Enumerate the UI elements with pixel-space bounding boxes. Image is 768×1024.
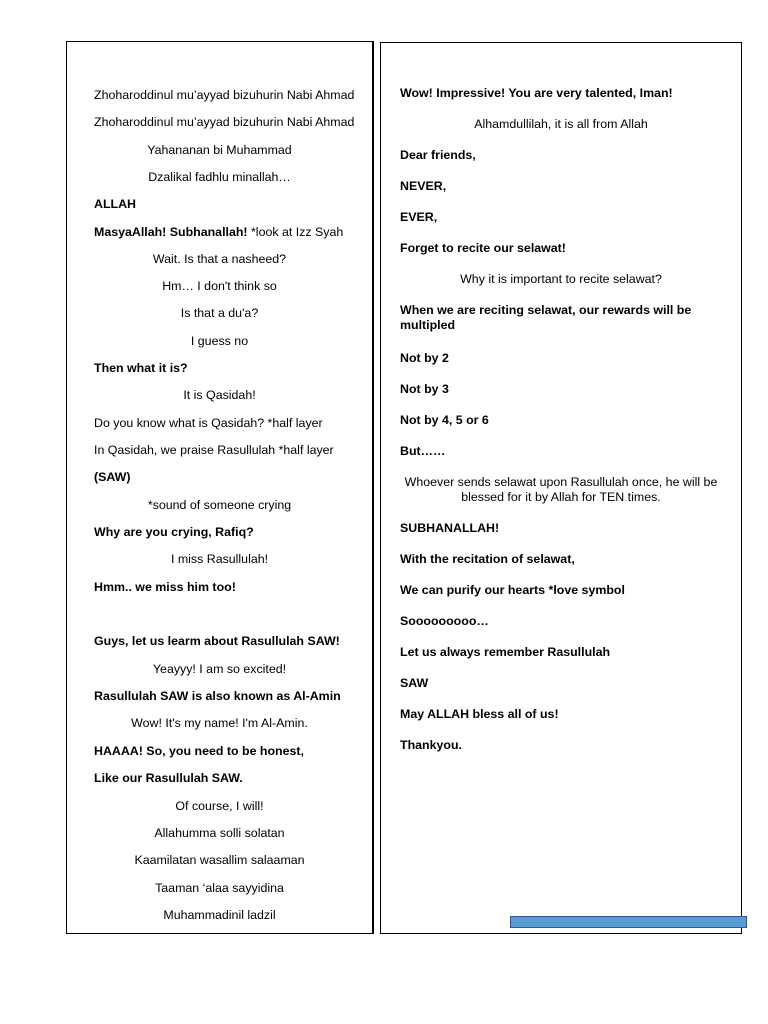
line-14: In Qasidah, we praise Rasullulah *half layer (94, 443, 334, 457)
line-6-bold: MasyaAllah! Subhanallah! (94, 225, 248, 239)
r-line-19: SAW (400, 676, 429, 690)
left-script-panel (66, 41, 374, 934)
line-24: HAAAA! So, you need to be honest, (94, 744, 304, 758)
line-13: Do you know what is Qasidah? *half layer (94, 416, 323, 430)
line-17: Why are you crying, Rafiq? (94, 525, 254, 539)
line-9: Is that a du'a? (180, 306, 259, 320)
line-6 (94, 225, 343, 240)
line-7: Wait. Is that a nasheed? (152, 252, 287, 266)
line-5: ALLAH (94, 197, 136, 211)
line-25: Like our Rasullulah SAW. (94, 771, 243, 785)
r-line-14: SUBHANALLAH! (400, 521, 500, 535)
line-28: Kaamilatan wasallim salaaman (134, 853, 305, 867)
r-line-10: Not by 3 (400, 382, 449, 396)
r-line-5: EVER, (400, 210, 438, 224)
decorative-blue-bar (510, 916, 747, 928)
r-line-21: Thankyou. (400, 738, 462, 752)
line-16: *sound of someone crying (147, 498, 292, 512)
r-line-2: Alhamdullilah, it is all from Allah (474, 117, 648, 131)
line-12: It is Qasidah! (183, 388, 256, 402)
line-21: Yeayyy! I am so excited! (152, 662, 287, 676)
line-22: Rasullulah SAW is also known as Al-Amin (94, 689, 341, 703)
line-15: (SAW) (94, 470, 131, 484)
line-26: Of course, I will! (175, 799, 264, 813)
line-6-note: *look at Izz Syah (247, 225, 344, 239)
line-23: Wow! It's my name! I'm Al-Amin. (131, 716, 308, 730)
r-line-9: Not by 2 (400, 351, 449, 365)
line-2: Zhoharoddinul mu’ayyad bizuhurin Nabi Ahmad (94, 115, 355, 129)
right-script-panel (380, 42, 742, 934)
line-29: Taaman ‘alaa sayyidina (155, 881, 284, 895)
r-line-16: We can purify our hearts *love symbol (400, 583, 625, 597)
line-8: Hm… I don't think so (162, 279, 277, 293)
r-line-6: Forget to recite our selawat! (400, 241, 566, 255)
r-line-20: May ALLAH bless all of us! (400, 707, 559, 721)
line-1: Zhoharoddinul mu’ayyad bizuhurin Nabi Ahmad (94, 88, 355, 102)
r-line-4: NEVER, (400, 179, 447, 193)
line-30: Muhammadinil ladzil (163, 908, 276, 922)
r-line-17: Sooooooooo… (400, 614, 489, 628)
r-line-13: Whoever sends selawat upon Rasullulah once, he will be blessed for it by Allah for TEN times. (404, 475, 718, 504)
line-3: Yahananan bi Muhammad (147, 143, 292, 157)
r-line-12: But…… (400, 444, 446, 458)
r-line-1: Wow! Impressive! You are very talented, Iman! (400, 86, 673, 100)
r-line-15: With the recitation of selawat, (400, 552, 575, 566)
line-19: Hmm.. we miss him too! (94, 580, 236, 594)
line-27: Allahumma solli solatan (154, 826, 285, 840)
r-line-18: Let us always remember Rasullulah (400, 645, 611, 659)
line-18: I miss Rasullulah! (170, 552, 269, 566)
line-4: Dzalikal fadhlu minallah… (148, 170, 291, 184)
r-line-11: Not by 4, 5 or 6 (400, 413, 489, 427)
r-line-8: When we are reciting selawat, our rewards will be multipled (400, 303, 692, 332)
line-20: Guys, let us learm about Rasullulah SAW! (94, 634, 340, 648)
r-line-3: Dear friends, (400, 148, 476, 162)
r-line-7: Why it is important to recite selawat? (460, 272, 662, 286)
line-10: I guess no (190, 334, 249, 348)
line-11: Then what it is? (94, 361, 188, 375)
